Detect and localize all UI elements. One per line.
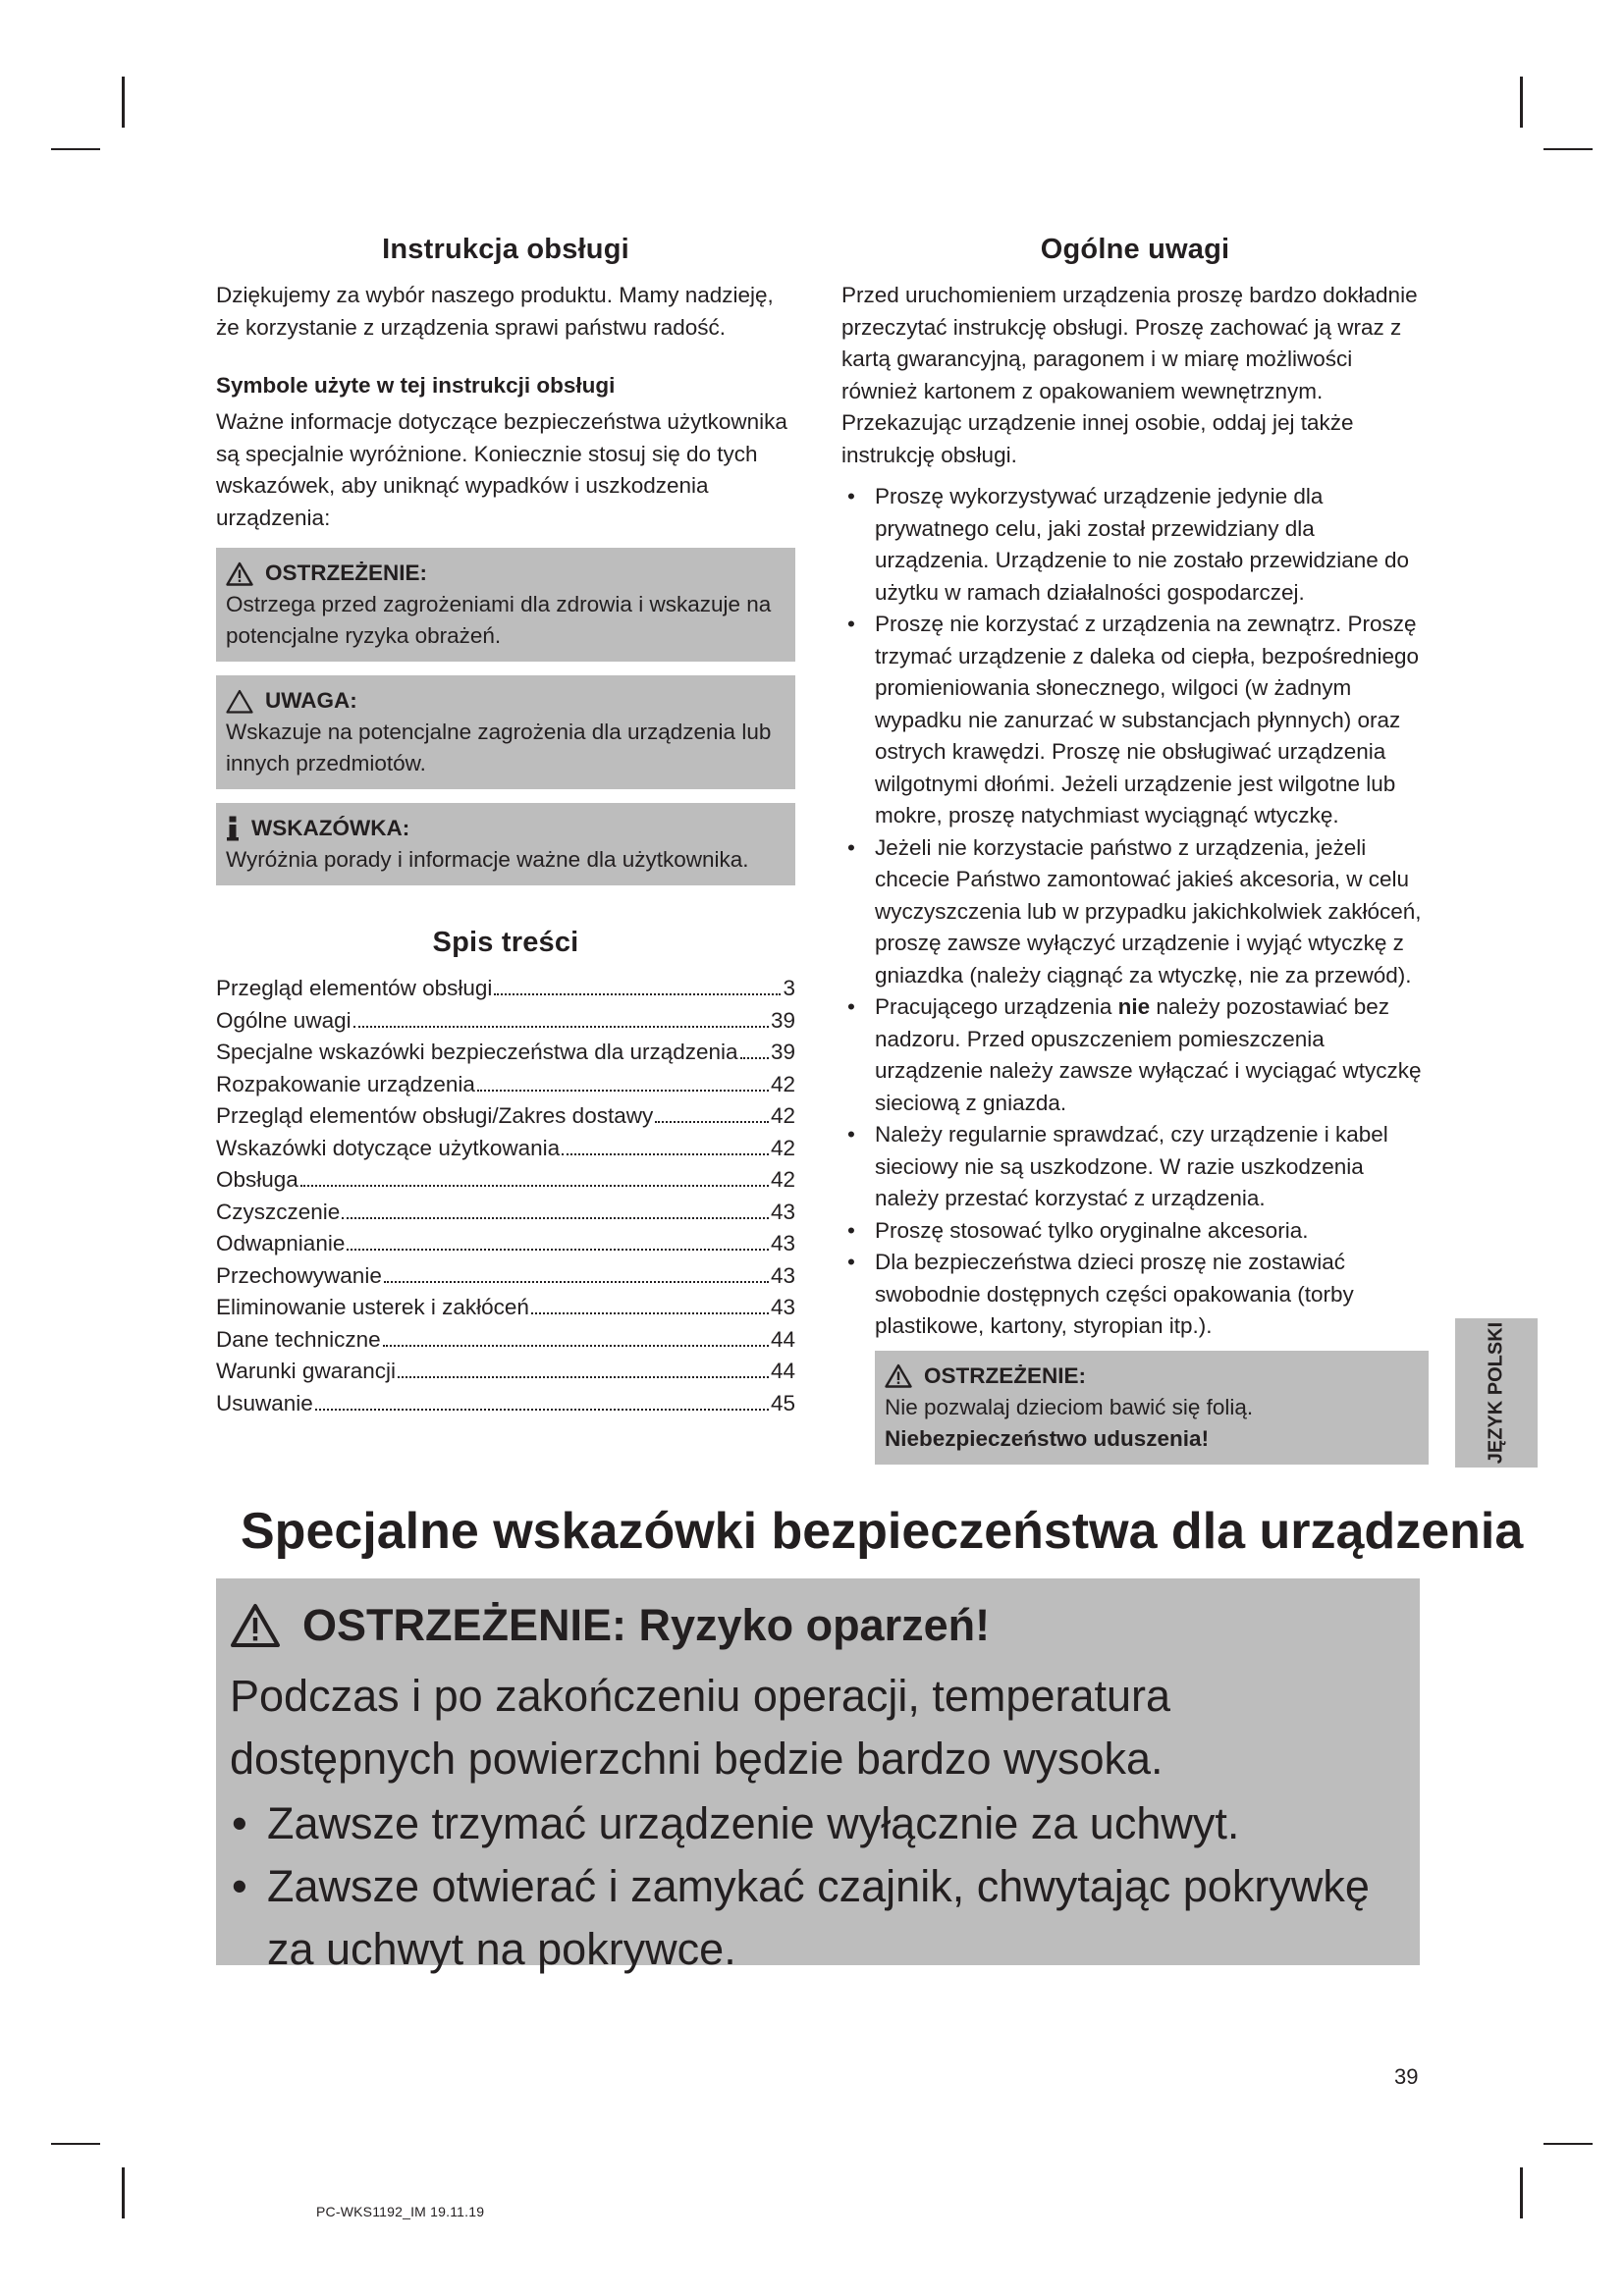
toc-title: Spis treści (432, 927, 579, 958)
toc-entry-page: 39 (770, 1040, 795, 1064)
toc-leader-dots (398, 1376, 769, 1378)
toc-entry (216, 1260, 795, 1293)
language-tab-label: JĘZYK POLSKI (1485, 1321, 1507, 1465)
toc-entry-label: Rozpakowanie urządzenia (216, 1071, 475, 1096)
burn-warning-title: OSTRZEŻENIE: Ryzyko oparzeń! (302, 1600, 991, 1650)
warning-triangle-icon (885, 1363, 912, 1388)
child-warning-box (875, 1351, 1429, 1465)
toc-entry-label: Warunki gwarancji (216, 1359, 396, 1383)
toc-entry-page: 43 (770, 1199, 795, 1224)
toc-entry-label: Odwapnianie (216, 1231, 346, 1255)
footer-code: PC-WKS1192_IM 19.11.19 (316, 2204, 485, 2219)
toc-leader-dots (494, 993, 781, 995)
toc-entry (216, 973, 795, 1005)
toc-entry (216, 1164, 795, 1197)
hint-text: Wyróżnia porady i informacje ważne dla użytkownika. (226, 847, 749, 872)
toc-entry (216, 1356, 795, 1388)
burn-warning-box (216, 1578, 1420, 1974)
toc-entry-page: 39 (770, 1007, 795, 1033)
special-safety-title: Specjalne wskazówki bezpieczeństwa dla urządzenia (241, 1503, 1524, 1560)
toc-entry-label: Ogólne uwagi (216, 1007, 352, 1033)
toc-entry-label: Dane techniczne (216, 1326, 381, 1352)
crop-mark (1520, 77, 1523, 128)
hint-box (216, 803, 795, 885)
toc-leader-dots (384, 1281, 769, 1283)
toc-leader-dots (740, 1057, 769, 1059)
toc-entry-page: 45 (770, 1390, 795, 1415)
general-notes-item: • Należy regularnie sprawdzać, czy urządzenie i kabel sieciowy nie są uszkodzone. W razie uszkodzenia należy przestać korzystać z urządzenia. (847, 1122, 1388, 1210)
child-warning-title: OSTRZEŻENIE: (924, 1362, 1087, 1388)
crop-mark (51, 2143, 100, 2145)
toc-entry-label: Wskazówki dotyczące użytkowania (216, 1135, 561, 1160)
table-of-contents (216, 973, 795, 1419)
toc-entry-page: 44 (770, 1326, 795, 1352)
toc-entry-label: Eliminowanie usterek i zakłóceń (216, 1295, 529, 1319)
general-notes-item: • Proszę stosować tylko oryginalne akcesoria. (847, 1217, 1309, 1243)
toc-entry-page: 42 (770, 1167, 795, 1192)
toc-entry-page: 44 (770, 1359, 795, 1383)
toc-entry (216, 1197, 795, 1229)
crop-mark (1543, 2143, 1593, 2145)
caution-text: Wskazuje na potencjalne zagrożenia dla urządzenia lub innych przedmiotów. (226, 720, 772, 775)
warning-triangle-icon (226, 561, 253, 586)
caution-box (216, 675, 795, 789)
general-notes-item: • Dla bezpieczeństwa dzieci proszę nie zostawiać swobodnie dostępnych części opakowania (torby plastikowe, kartony, styropian itp.). (847, 1250, 1354, 1338)
toc-entry-page: 43 (770, 1295, 795, 1319)
intro-text: Dziękujemy za wybór naszego produktu. Mamy nadzieję, że korzystanie z urządzenia sprawi państwu radość. (216, 283, 774, 340)
general-notes-list (841, 481, 1429, 1343)
crop-mark (1520, 2167, 1523, 2218)
toc-leader-dots (655, 1121, 769, 1123)
page-number: 39 (1394, 2064, 1419, 2089)
toc-entry (216, 1005, 795, 1038)
toc-leader-dots (342, 1217, 769, 1219)
toc-entry-page: 3 (783, 976, 795, 1000)
toc-leader-dots (353, 1026, 769, 1028)
general-notes-intro: Przed uruchomieniem urządzenia proszę bardzo dokładnie przeczytać instrukcję obsługi. Proszę zachować ją wraz z kartą gwarancyjną, paragonem i w miarę możliwości również kartonem z opakowaniem wewnętrznym. Przekazując urządzenie innej osobie, oddaj jej także instrukcję obsługi. (841, 283, 1418, 467)
warning-triangle-icon (230, 1603, 281, 1648)
burn-warning-item: • Zawsze trzymać urządzenie wyłącznie za uchwyt. (232, 1798, 1240, 1848)
toc-entry-label: Czyszczenie (216, 1199, 341, 1224)
crop-mark (1543, 148, 1593, 150)
warning-text: Ostrzega przed zagrożeniami dla zdrowia i wskazuje na potencjalne ryzyka obrażeń. (226, 592, 772, 648)
crop-mark (122, 77, 125, 128)
general-notes-item: • Pracującego urządzenia nie należy pozostawiać bez nadzoru. Przed opuszczeniem pomieszczenia urządzenie należy zawsze wyłączać i wyciągać wtyczkę sieciową z gniazda. (847, 994, 1422, 1115)
toc-entry (216, 1100, 795, 1133)
toc-entry-label: Przegląd elementów obsługi/Zakres dostawy (216, 1103, 654, 1128)
toc-entry (216, 1037, 795, 1069)
warning-box (216, 548, 795, 662)
toc-leader-dots (383, 1345, 769, 1347)
right-column (841, 234, 1429, 1465)
toc-entry (216, 1069, 795, 1101)
toc-entry (216, 1388, 795, 1420)
caution-title: UWAGA: (265, 688, 357, 713)
toc-leader-dots (477, 1090, 769, 1092)
toc-entry-label: Usuwanie (216, 1390, 313, 1415)
toc-leader-dots (300, 1185, 769, 1187)
caution-triangle-icon (226, 689, 253, 714)
toc-entry-page: 42 (770, 1135, 795, 1160)
toc-leader-dots (347, 1249, 769, 1251)
general-notes-item: • Proszę nie korzystać z urządzenia na zewnątrz. Proszę trzymać urządzenie z daleka od ciepła, bezpośredniego promieniowania słonecznego, wilgoci (w żadnym wypadku nie zanurzać w substancjach płynnych) oraz ostrych krawędzi. Proszę nie obsługiwać urządzenia wilgotnymi dłońmi. Jeżeli urządzenie jest wilgotne lub mokre, proszę natychmiast wyciągnąć wtyczkę. (847, 612, 1420, 828)
toc-leader-dots (531, 1312, 769, 1314)
toc-leader-dots (562, 1153, 769, 1155)
toc-entry-page: 43 (770, 1231, 795, 1255)
toc-entry-page: 43 (770, 1262, 795, 1288)
burn-warning-text: Podczas i po zakończeniu operacji, temperatura dostępnych powierzchni będzie bardzo wysoka. (230, 1671, 1171, 1784)
toc-entry-page: 42 (770, 1071, 795, 1096)
left-column (216, 234, 795, 1419)
language-tab (1455, 1318, 1538, 1468)
toc-leader-dots (315, 1409, 769, 1411)
general-notes-item: • Jeżeli nie korzystacie państwo z urządzenia, jeżeli chcecie Państwo zamontować jakieś akcesoria, w celu wyczyszczenia lub w przypadku jakichkolwiek zakłóceń, proszę zawsze wyłączyć urządzenie i wyjąć wtyczkę z gniazdka (należy ciągnąć za wtyczkę, nie za przewód). (847, 834, 1422, 988)
burn-warning-item: • Zawsze otwierać i zamykać czajnik, chwytając pokrywkę za uchwyt na pokrywce. (232, 1861, 1370, 1974)
crop-mark (122, 2167, 125, 2218)
toc-entry (216, 1228, 795, 1260)
toc-entry (216, 1133, 795, 1165)
warning-title: OSTRZEŻENIE: (265, 561, 428, 585)
general-notes-title: Ogólne uwagi (1040, 234, 1230, 265)
child-warning-text: Nie pozwalaj dzieciom bawić się folią. (885, 1394, 1254, 1419)
instructions-title: Instrukcja obsługi (382, 234, 629, 265)
toc-entry (216, 1292, 795, 1324)
child-warning-bold: Niebezpieczeństwo uduszenia! (885, 1425, 1210, 1451)
symbols-heading: Symbole użyte w tej instrukcji obsługi (216, 373, 616, 398)
toc-entry-label: Przechowywanie (216, 1262, 382, 1288)
general-notes-item: • Proszę wykorzystywać urządzenie jedynie dla prywatnego celu, jaki został przewidziany dla urządzenia. Urządzenie to nie zostało przewidziane do użytku w ramach działalności gospodarczej. (847, 484, 1410, 605)
toc-entry (216, 1324, 795, 1357)
toc-entry-label: Przegląd elementów obsługi (216, 976, 493, 1000)
symbols-text: Ważne informacje dotyczące bezpieczeństwa użytkownika są specjalnie wyróżnione. Koniecznie stosuj się do tych wskazówek, aby uniknąć wypadków i uszkodzenia urządzenia: (216, 409, 787, 530)
info-icon (226, 816, 240, 841)
toc-entry-page: 42 (770, 1103, 795, 1128)
crop-mark (51, 148, 100, 150)
hint-title: WSKAZÓWKA: (251, 816, 410, 840)
toc-entry-label: Specjalne wskazówki bezpieczeństwa dla urządzenia (216, 1040, 738, 1064)
toc-entry-label: Obsługa (216, 1167, 298, 1192)
